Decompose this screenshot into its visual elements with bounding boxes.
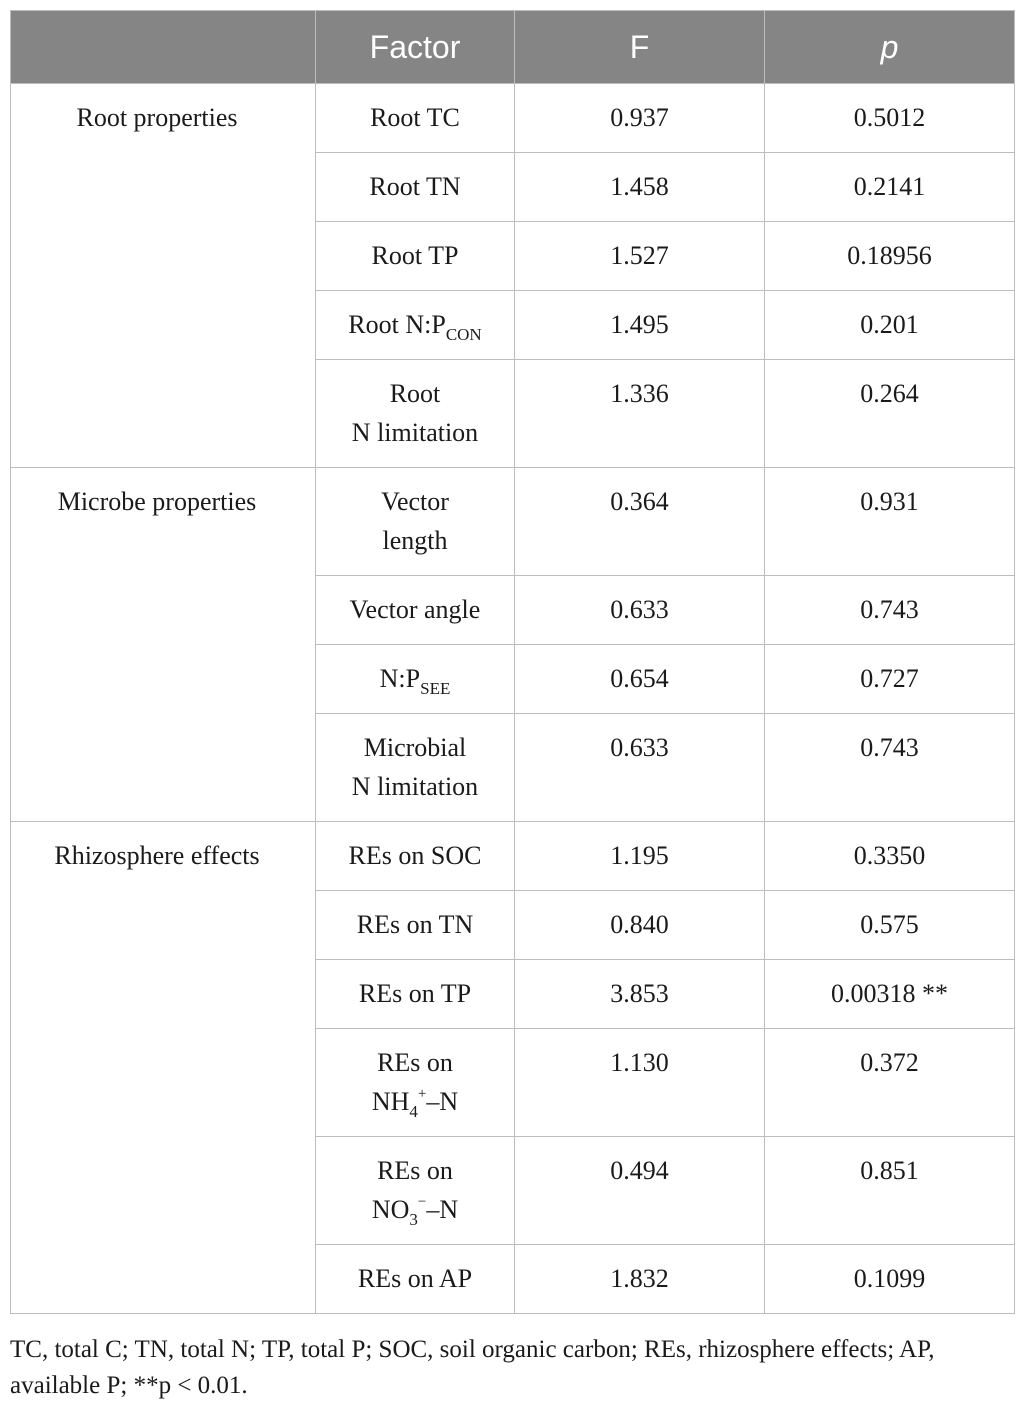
factor-cell: Root TN — [316, 153, 515, 222]
f-cell: 0.840 — [515, 891, 765, 960]
factor-cell: Microbial N limitation — [316, 714, 515, 822]
p-cell: 0.1099 — [765, 1245, 1015, 1314]
table-footnote: TC, total C; TN, total N; TP, total P; SOC, soil organic carbon; REs, rhizosphere effects; AP, available P; **p < 0.01. — [10, 1336, 935, 1399]
p-cell: 0.5012 — [765, 84, 1015, 153]
anova-table — [10, 10, 1015, 1314]
p-cell: 0.743 — [765, 576, 1015, 645]
factor-cell: Root $N:P_{CON}$ — [316, 291, 515, 360]
f-cell: 1.495 — [515, 291, 765, 360]
p-cell: 0.727 — [765, 645, 1015, 714]
f-cell: 0.654 — [515, 645, 765, 714]
p-cell: 0.372 — [765, 1029, 1015, 1137]
f-cell: 1.527 — [515, 222, 765, 291]
group-label: Root properties — [76, 103, 238, 132]
p-cell: 0.00318 ** — [765, 960, 1015, 1029]
f-cell: 1.458 — [515, 153, 765, 222]
f-cell: 1.832 — [515, 1245, 765, 1314]
factor-cell: REs on TN — [316, 891, 515, 960]
group-cell-root — [11, 84, 316, 468]
group-label: Rhizosphere effects — [54, 841, 260, 870]
f-cell: 1.130 — [515, 1029, 765, 1137]
factor-cell: REs on TP — [316, 960, 515, 1029]
factor-cell: REs on $NH_4^+-N$ — [316, 1029, 515, 1137]
f-cell: 1.336 — [515, 360, 765, 468]
table-row — [11, 468, 1015, 576]
p-cell: 0.201 — [765, 291, 1015, 360]
factor-cell: Root TC — [316, 84, 515, 153]
p-cell: 0.851 — [765, 1137, 1015, 1245]
factor-cell: Root TP — [316, 222, 515, 291]
p-cell: 0.743 — [765, 714, 1015, 822]
factor-cell: Vector length — [316, 468, 515, 576]
header-group — [11, 11, 316, 84]
f-cell: 0.633 — [515, 714, 765, 822]
p-cell: 0.264 — [765, 360, 1015, 468]
f-cell: 0.937 — [515, 84, 765, 153]
factor-cell: Vector angle — [316, 576, 515, 645]
header-f: F — [515, 11, 765, 84]
factor-cell: REs on AP — [316, 1245, 515, 1314]
f-cell: 0.633 — [515, 576, 765, 645]
header-p: p — [765, 11, 1015, 84]
f-cell: 0.494 — [515, 1137, 765, 1245]
p-cell: 0.2141 — [765, 153, 1015, 222]
p-cell: 0.3350 — [765, 822, 1015, 891]
p-cell: 0.575 — [765, 891, 1015, 960]
factor-cell: Root N limitation — [316, 360, 515, 468]
header-row — [11, 11, 1015, 84]
factor-cell: $N:P_{SEE}$ — [316, 645, 515, 714]
group-cell-microbe — [11, 468, 316, 822]
p-cell: 0.931 — [765, 468, 1015, 576]
group-cell-rhizosphere — [11, 822, 316, 1314]
header-factor: Factor — [316, 11, 515, 84]
factor-cell: REs on $NO_3^--N$ — [316, 1137, 515, 1245]
group-label: Microbe properties — [57, 487, 257, 516]
factor-cell: REs on SOC — [316, 822, 515, 891]
table-row — [11, 84, 1015, 153]
f-cell: 1.195 — [515, 822, 765, 891]
f-cell: 0.364 — [515, 468, 765, 576]
f-cell: 3.853 — [515, 960, 765, 1029]
p-cell: 0.18956 — [765, 222, 1015, 291]
table-row — [11, 822, 1015, 891]
